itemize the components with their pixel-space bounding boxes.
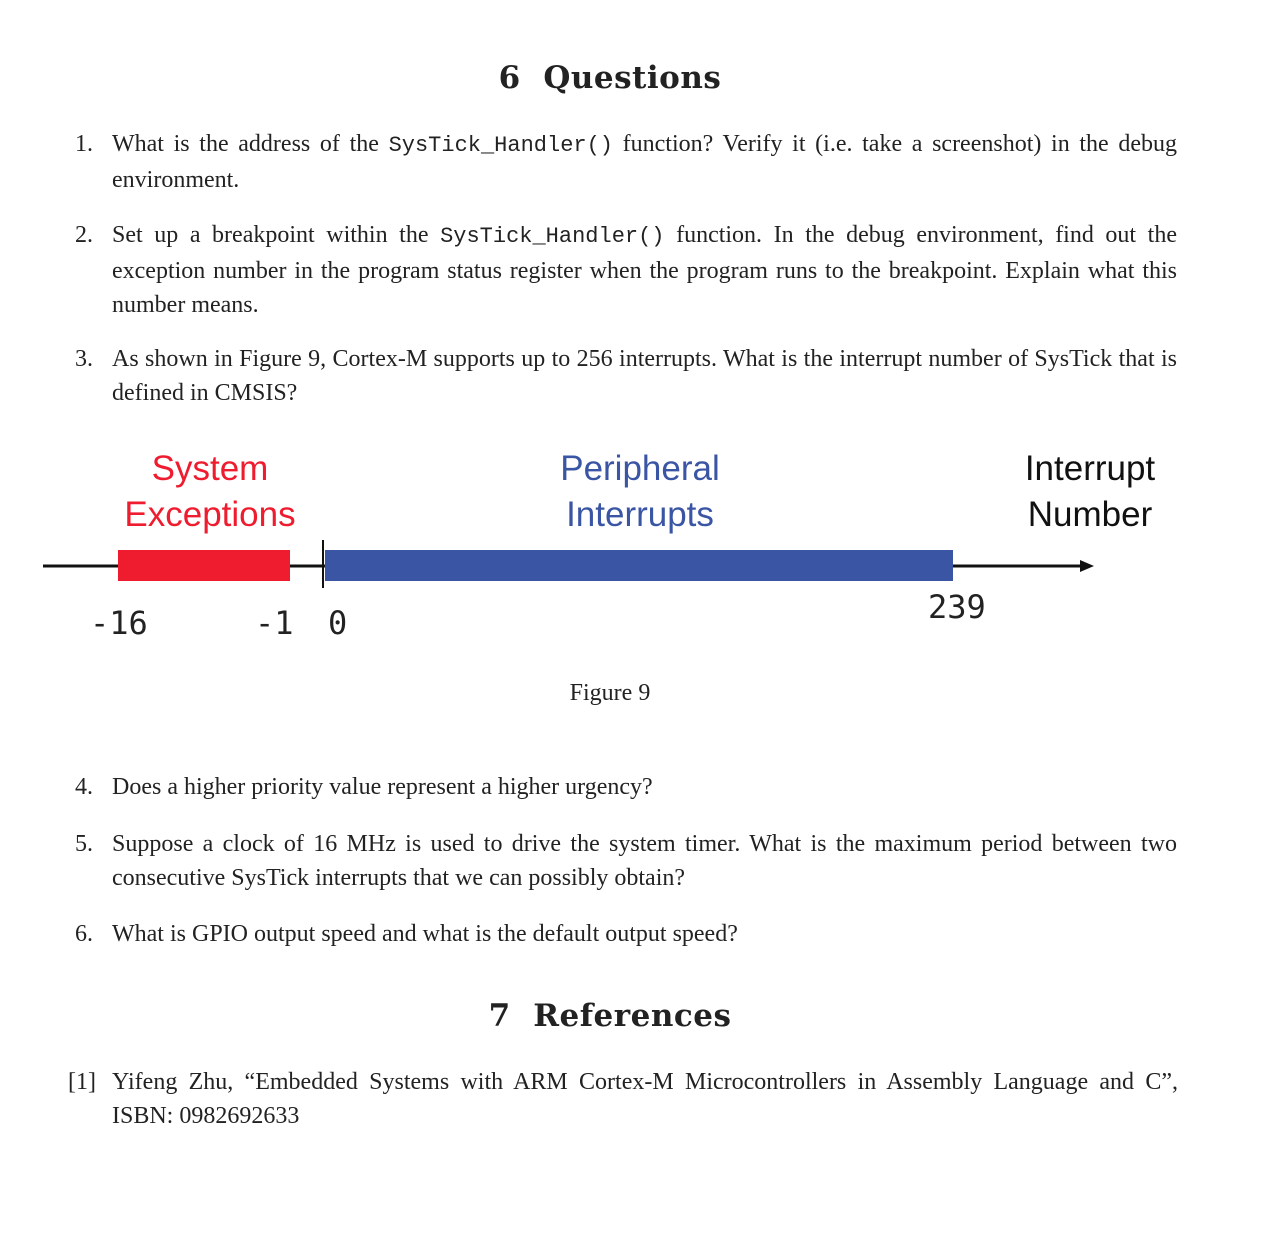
question-3 [75, 342, 1177, 410]
interrupt-number-label: Interrupt Number [1024, 449, 1156, 534]
section-7-heading [0, 998, 1220, 1034]
section-6-heading [0, 60, 1220, 96]
axis-arrow [1080, 560, 1094, 572]
section-7-number: 7 [488, 998, 511, 1034]
question-number: 1. [75, 131, 93, 157]
question-5 [75, 827, 1177, 895]
question-number: 4. [75, 774, 93, 800]
question-number: 6. [75, 921, 93, 947]
code-snippet: SysTick_Handler() [388, 133, 613, 158]
code-snippet: SysTick_Handler() [440, 224, 665, 249]
question-text: As shown in Figure 9, Cortex-M supports up to 256 interrupts. What is the interrupt number of SysTick that is defined in CMSIS? [112, 346, 1177, 406]
section-6-title: Questions [543, 60, 722, 96]
tick-label-neg1: -1 [255, 604, 294, 642]
peripheral-interrupts-label: Peripheral Interrupts [560, 449, 720, 534]
question-number: 2. [75, 222, 93, 248]
system-exceptions-bar [118, 550, 290, 581]
figure-caption: Figure 9 [569, 680, 651, 706]
question-number: 3. [75, 346, 93, 372]
tick-label-239: 239 [928, 588, 986, 626]
question-number: 5. [75, 831, 93, 857]
question-text: Does a higher priority value represent a higher urgency? [112, 774, 653, 800]
question-text: Suppose a clock of 16 MHz is used to drive the system timer. What is the maximum period between two consecutive SysTick interrupts that we can possibly obtain? [112, 831, 1177, 891]
reference-number: [1] [68, 1069, 96, 1095]
section-6-number: 6 [498, 60, 521, 96]
question-text: What is GPIO output speed and what is the default output speed? [112, 921, 738, 947]
system-exceptions-label: System Exceptions [124, 449, 296, 534]
question-1 [75, 127, 1177, 197]
reference-text: Yifeng Zhu, “Embedded Systems with ARM Cortex-M Microcontrollers in Assembly Language and C”, ISBN: 0982692633 [112, 1069, 1178, 1129]
tick-label-0: 0 [328, 604, 348, 642]
question-4 [75, 770, 1177, 804]
section-7-title: References [533, 998, 732, 1034]
question-2 [75, 218, 1177, 322]
peripheral-interrupts-bar [325, 550, 953, 581]
question-6 [75, 917, 1177, 951]
question-text: What is the address of the SysTick_Handler() function? Verify it (i.e. take a screenshot) in the debug environment. [112, 131, 1177, 193]
interrupt-axis [0, 536, 1276, 616]
tick-label-neg16: -16 [90, 604, 148, 642]
reference-1 [68, 1065, 1178, 1133]
question-text: Set up a breakpoint within the SysTick_Handler() function. In the debug environment, find out the exception number in the program status register when the program runs to the breakpoint. Explain what this number means. [112, 222, 1177, 318]
